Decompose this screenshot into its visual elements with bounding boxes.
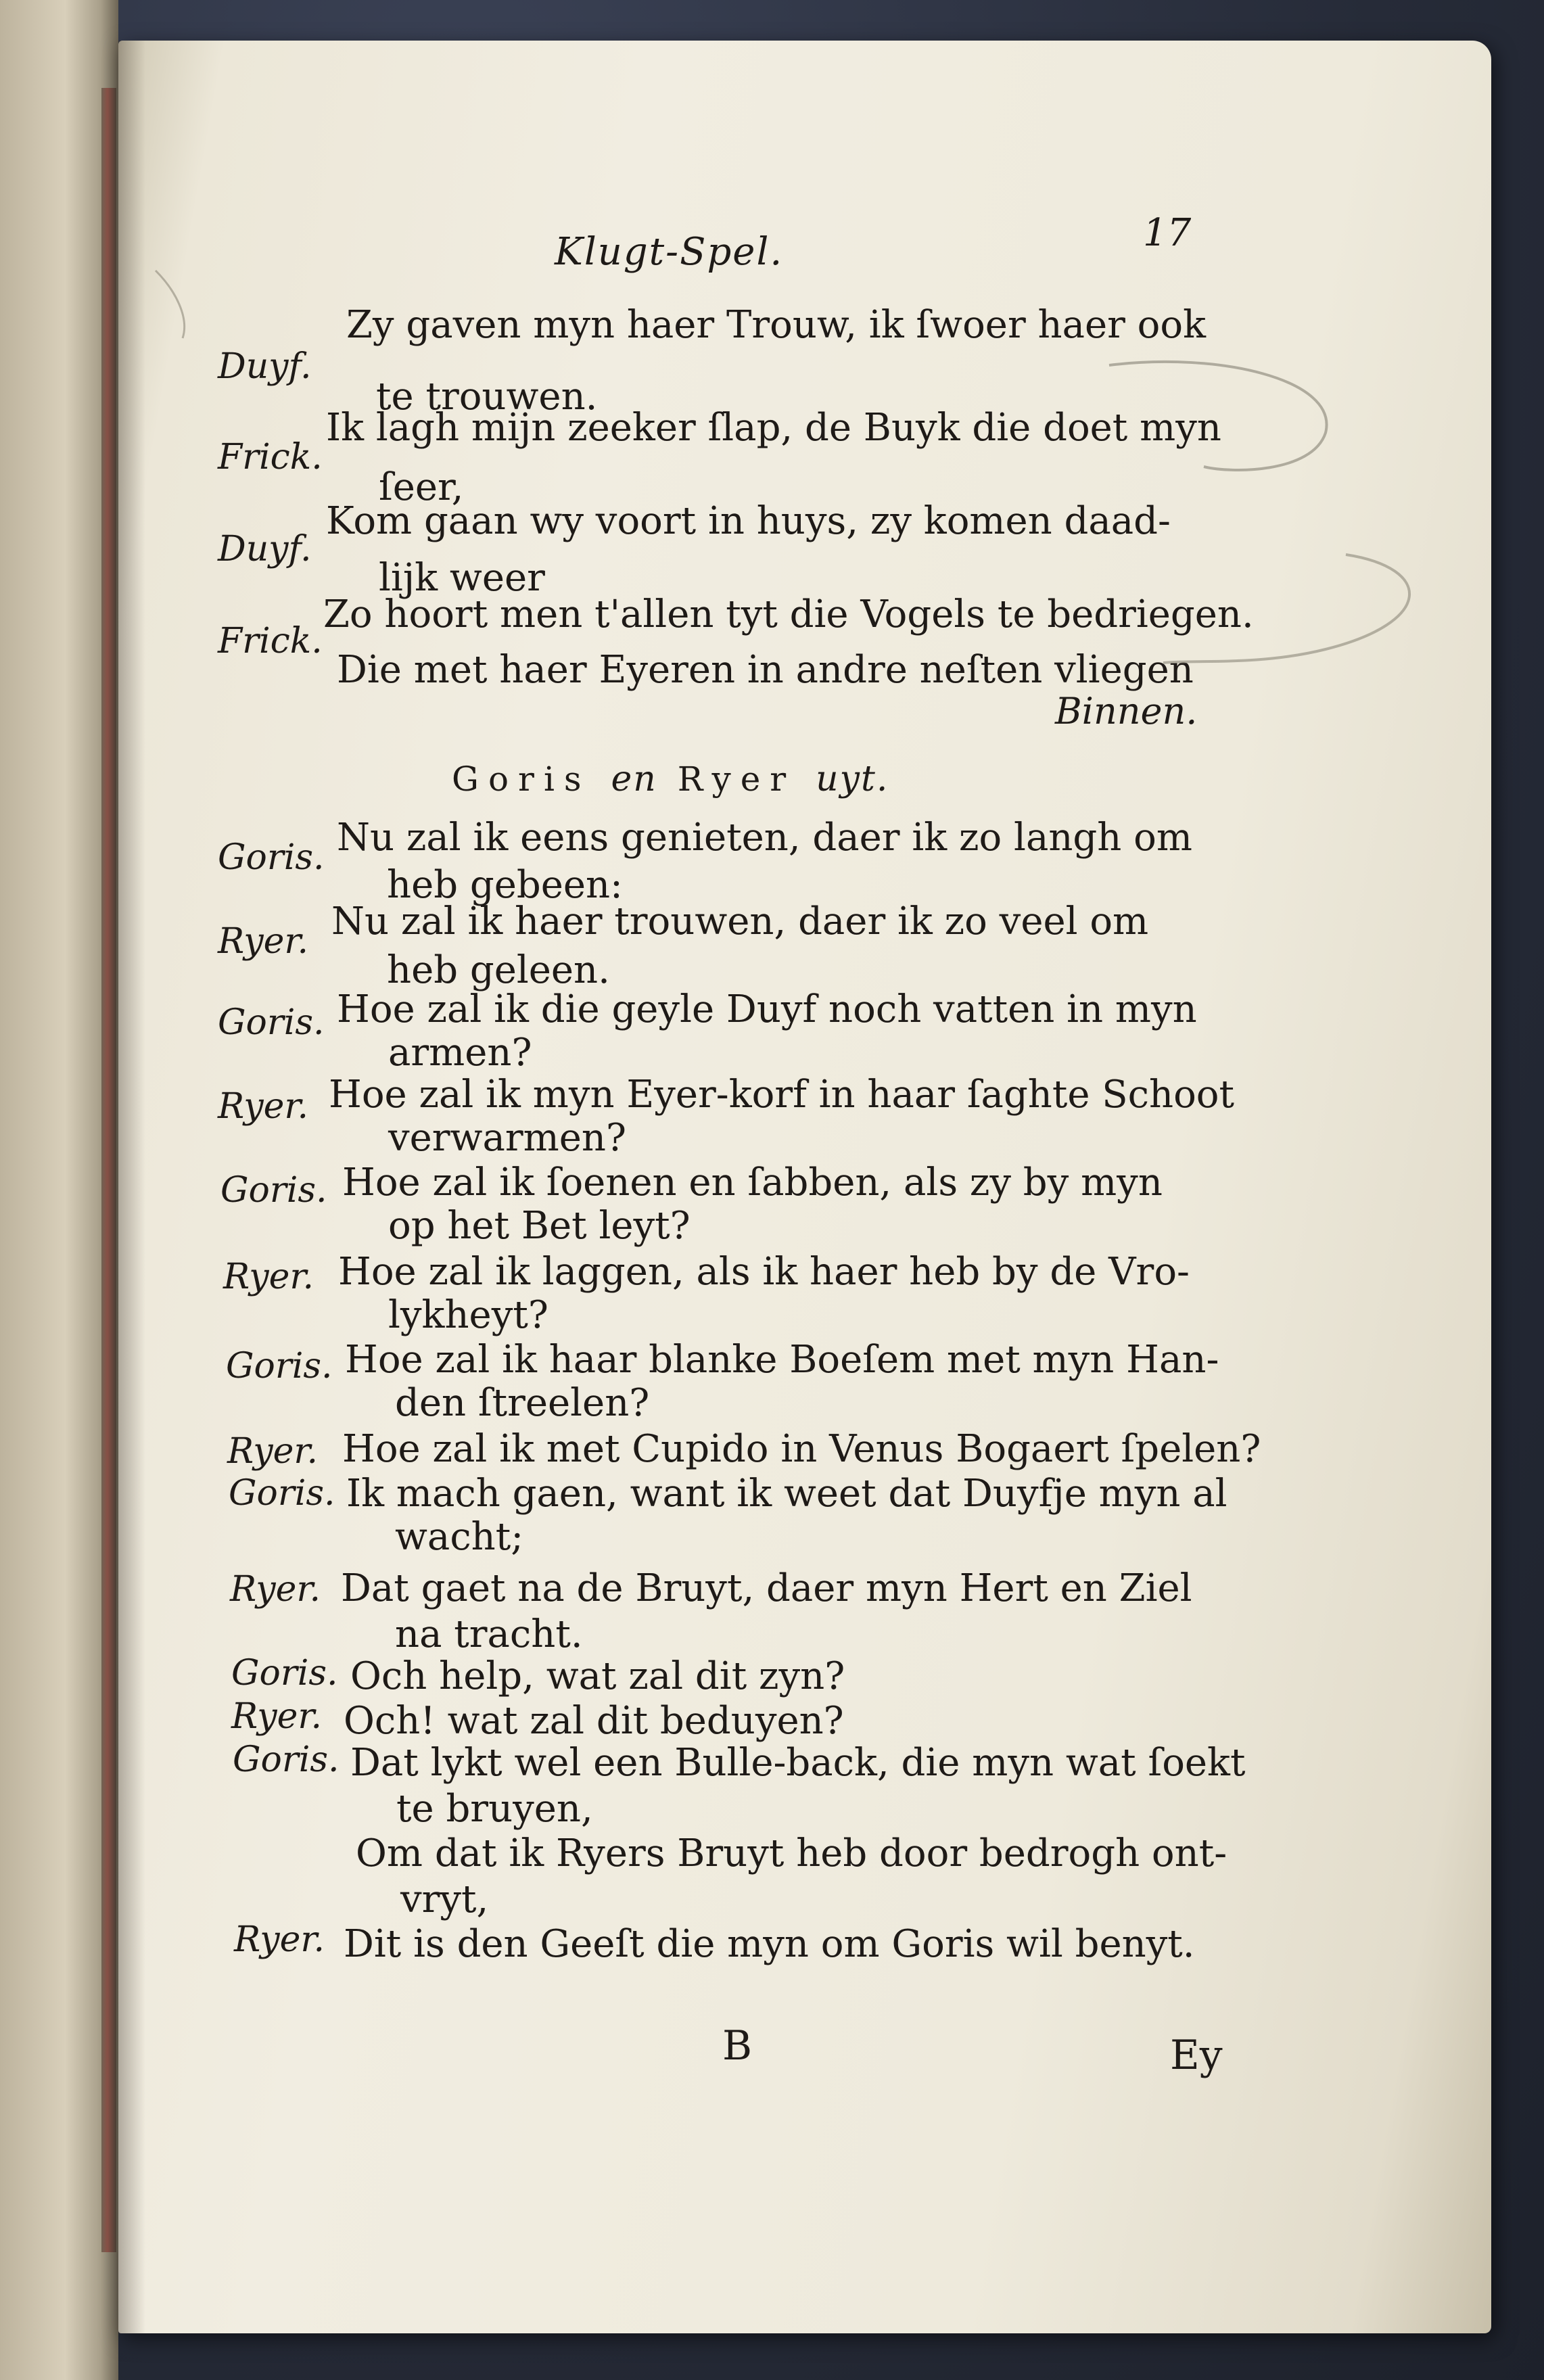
verse-line: Och! wat zal dit beduyen? [344,1699,844,1743]
speaker-label: Goris. [229,1473,335,1514]
page-gutter-shadow [118,41,145,2333]
verse-continuation: armen? [388,1031,532,1075]
stage-direction: Binnen. [1055,690,1198,732]
verse-line: Hoe zal ik laggen, als ik haer heb by de Vro- [338,1250,1190,1294]
verse-continuation: ſeer, [379,465,464,509]
speaker-label: Ryer. [218,1086,309,1127]
speaker-label: Ryer. [234,1919,325,1960]
verse-line: Och help, wat zal dit zyn? [350,1654,845,1698]
verse-continuation: heb gebeen: [387,863,623,907]
scene-heading [452,759,889,799]
speaker-label: Goris. [233,1740,340,1780]
speaker-label: Goris. [226,1346,333,1386]
verse-line: Dat lykt wel een Bulle-back, die myn wat ſoekt [350,1741,1246,1785]
book-spine-edge [101,88,116,2252]
speaker-label: Ryer. [231,1696,323,1737]
verse-continuation: op het Bet leyt? [388,1204,691,1248]
verse-line: Zo hoort men t'allen tyt die Vogels te bedriegen. [323,592,1254,636]
speaker-label: Ryer. [223,1257,314,1297]
scene-action: uyt. [816,759,889,799]
verse-line: Dat gaet na de Bruyt, daer myn Hert en Ziel [341,1566,1192,1610]
speaker-label: Frick. [218,621,323,661]
speaker-label: Goris. [231,1653,338,1694]
verse-continuation: lykheyt? [388,1293,548,1337]
verse-line: Hoe zal ik ſoenen en ſabben, als zy by myn [342,1161,1163,1205]
verse-continuation: te trouwen. [376,375,598,419]
verse-line: Kom gaan wy voort in huys, zy komen daad- [326,499,1171,543]
verse-line: Die met haer Eyeren in andre neſten vliegen [337,648,1194,692]
verse-line: Hoe zal ik myn Eyer-korf in haar ſaghte Schoot [329,1073,1235,1117]
verse-line: Nu zal ik eens genieten, daer ik zo langh om [337,816,1192,860]
verse-continuation: lijk weer [379,556,545,600]
left-page-edge [0,0,118,2380]
verse-continuation: wacht; [395,1515,524,1559]
verse-line: Dit is den Geeſt die myn om Goris wil benyt. [344,1922,1195,1966]
running-head: Klugt-Spel. [555,230,784,274]
speaker-label: Goris. [220,1170,327,1211]
verse-continuation: te bruyen, [396,1787,593,1831]
verse-line: Ik lagh mijn zeeker ſlap, de Buyk die doet myn [326,406,1221,450]
verse-continuation: den ſtreelen? [395,1381,650,1425]
scene-character: Goris [452,760,591,799]
scene-character: Ryer [677,760,796,799]
verse-line: Ik mach gaen, want ik weet dat Duyfje myn al [346,1472,1227,1516]
page-number: 17 [1143,211,1192,255]
verse-continuation: na tracht. [395,1612,583,1656]
verse-line: Zy gaven myn haer Trouw, ik ſwoer haer ook [346,303,1207,347]
speaker-label: Ryer. [230,1569,321,1610]
speaker-label: Frick. [218,437,323,477]
speaker-label: Duyf. [218,346,312,387]
verse-line: Hoe zal ik die geyle Duyf noch vatten in myn [337,987,1197,1031]
verse-continuation: verwarmen? [388,1116,626,1160]
verse-line: Hoe zal ik haar blanke Boeſem met myn Han- [345,1338,1219,1382]
verse-line: Hoe zal ik met Cupido in Venus Bogaert ſpelen? [342,1427,1261,1471]
speaker-label: Ryer. [218,921,309,962]
verse-continuation: vryt, [400,1877,489,1921]
speaker-label: Duyf. [218,529,312,569]
speaker-label: Goris. [218,1002,325,1043]
speaker-label: Goris. [218,837,325,878]
signature-mark: B [722,2022,753,2070]
catchword: Ey [1170,2032,1223,2079]
verse-line: Om dat ik Ryers Bruyt heb door bedrogh ont- [356,1831,1227,1875]
verse-continuation: heb geleen. [387,948,610,992]
verse-line: Nu zal ik haer trouwen, daer ik zo veel om [331,900,1149,943]
speaker-label: Ryer. [227,1431,319,1472]
scene-conjunction: en [611,759,657,799]
